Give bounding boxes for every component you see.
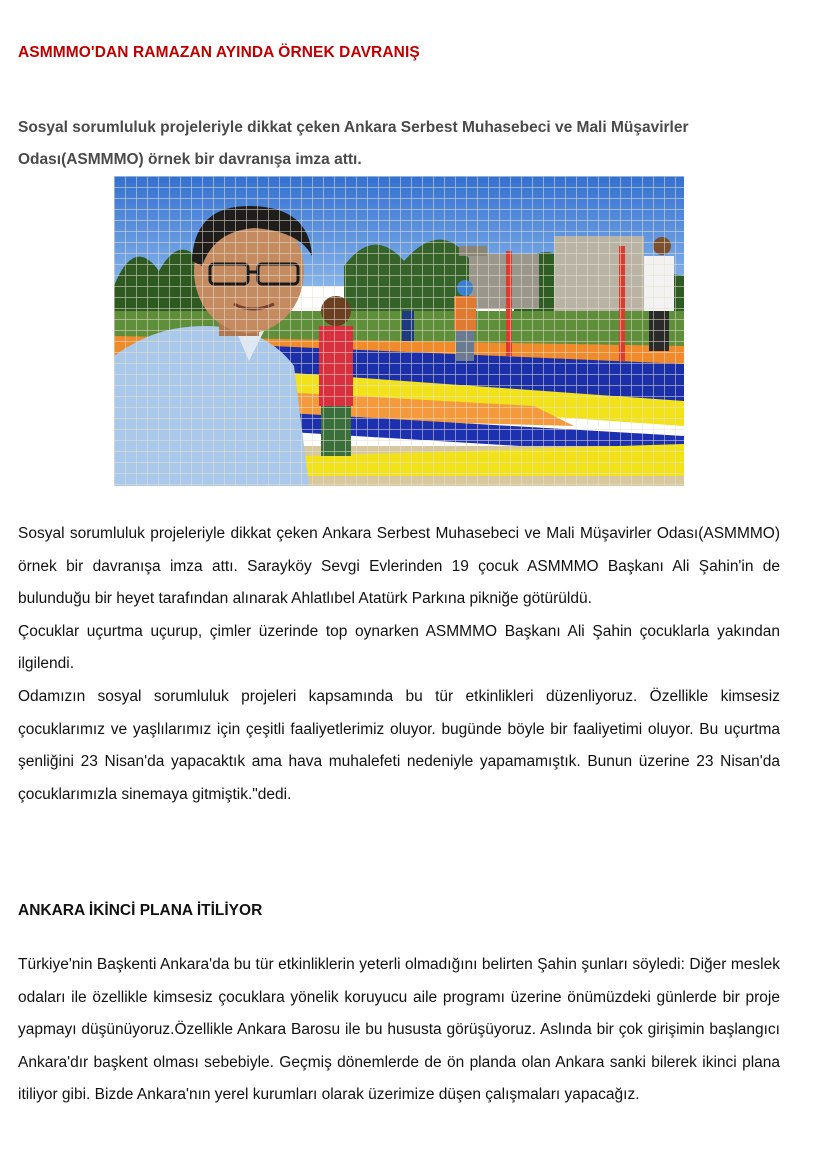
paragraph-2: Çocuklar uçurtma uçurup, çimler üzerinde top oynarken ASMMMO Başkanı Ali Şahin çocuklarla yakından ilgilendi. [18,622,780,673]
article-photo [114,176,684,486]
paragraph-3: Odamızın sosyal sorumluluk projeleri kapsamında bu tür etkinlikleri düzenliyoruz. Özellikle kimsesiz çocuklarımız ve yaşlılarımız için çeşitli faaliyetlerimiz oluyor. bugünde böyle bir faaliyetimi oluyor. Bu uçurtma şenliğini 23 Nisan'da yapacaktık ama hava muhalefeti nedeniyle yapamamıştık. Bunun üzerine 23 Nisan'da çocuklarımızla sinemaya gitmiştik."dedi. [18,687,780,803]
section-heading: ANKARA İKİNCİ PLANA İTİLİYOR [18,902,263,919]
article-title: ASMMMO'DAN RAMAZAN AYINDA ÖRNEK DAVRANIŞ [18,44,420,61]
article-lead: Sosyal sorumluluk projeleriyle dikkat çeken Ankara Serbest Muhasebeci ve Mali Müşavirler Odası(ASMMMO) örnek bir davranışa imza attı. [18,119,689,168]
article-body [18,518,780,811]
paragraph-4: Türkiye'nin Başkenti Ankara'da bu tür etkinliklerin yeterli olmadığını belirten Şahin şunları söyledi: Diğer meslek odaları ile özellikle kimsesiz çocuklara yönelik koruyucu aile programı üzerine önümüzdeki günlerde bir proje yapmayı düşünüyoruz.Özellikle Ankara Barosu ile bu hususta görüşüyoruz. Aslında bir çok girişimin başlangıcı Ankara'dır başkent olması sebebiyle. Geçmiş dönemlerde de ön planda olan Ankara sanki bilerek ikinci plana itiliyor gibi. Bizde Ankara'nın yerel kurumları olarak üzerimize düşen çalışmaları yapacağız. [18,956,780,1104]
park-trampoline-photo [114,176,684,486]
paragraph-1: Sosyal sorumluluk projeleriyle dikkat çeken Ankara Serbest Muhasebeci ve Mali Müşavirler Odası(ASMMMO) örnek bir davranışa imza attı. Sarayköy Sevgi Evlerinden 19 çocuk ASMMMO Başkanı Ali Şahin'in de bulunduğu bir heyet tarafından alınarak Ahlatlıbel Atatürk Parkına pikniğe götürüldü. [18,525,780,608]
